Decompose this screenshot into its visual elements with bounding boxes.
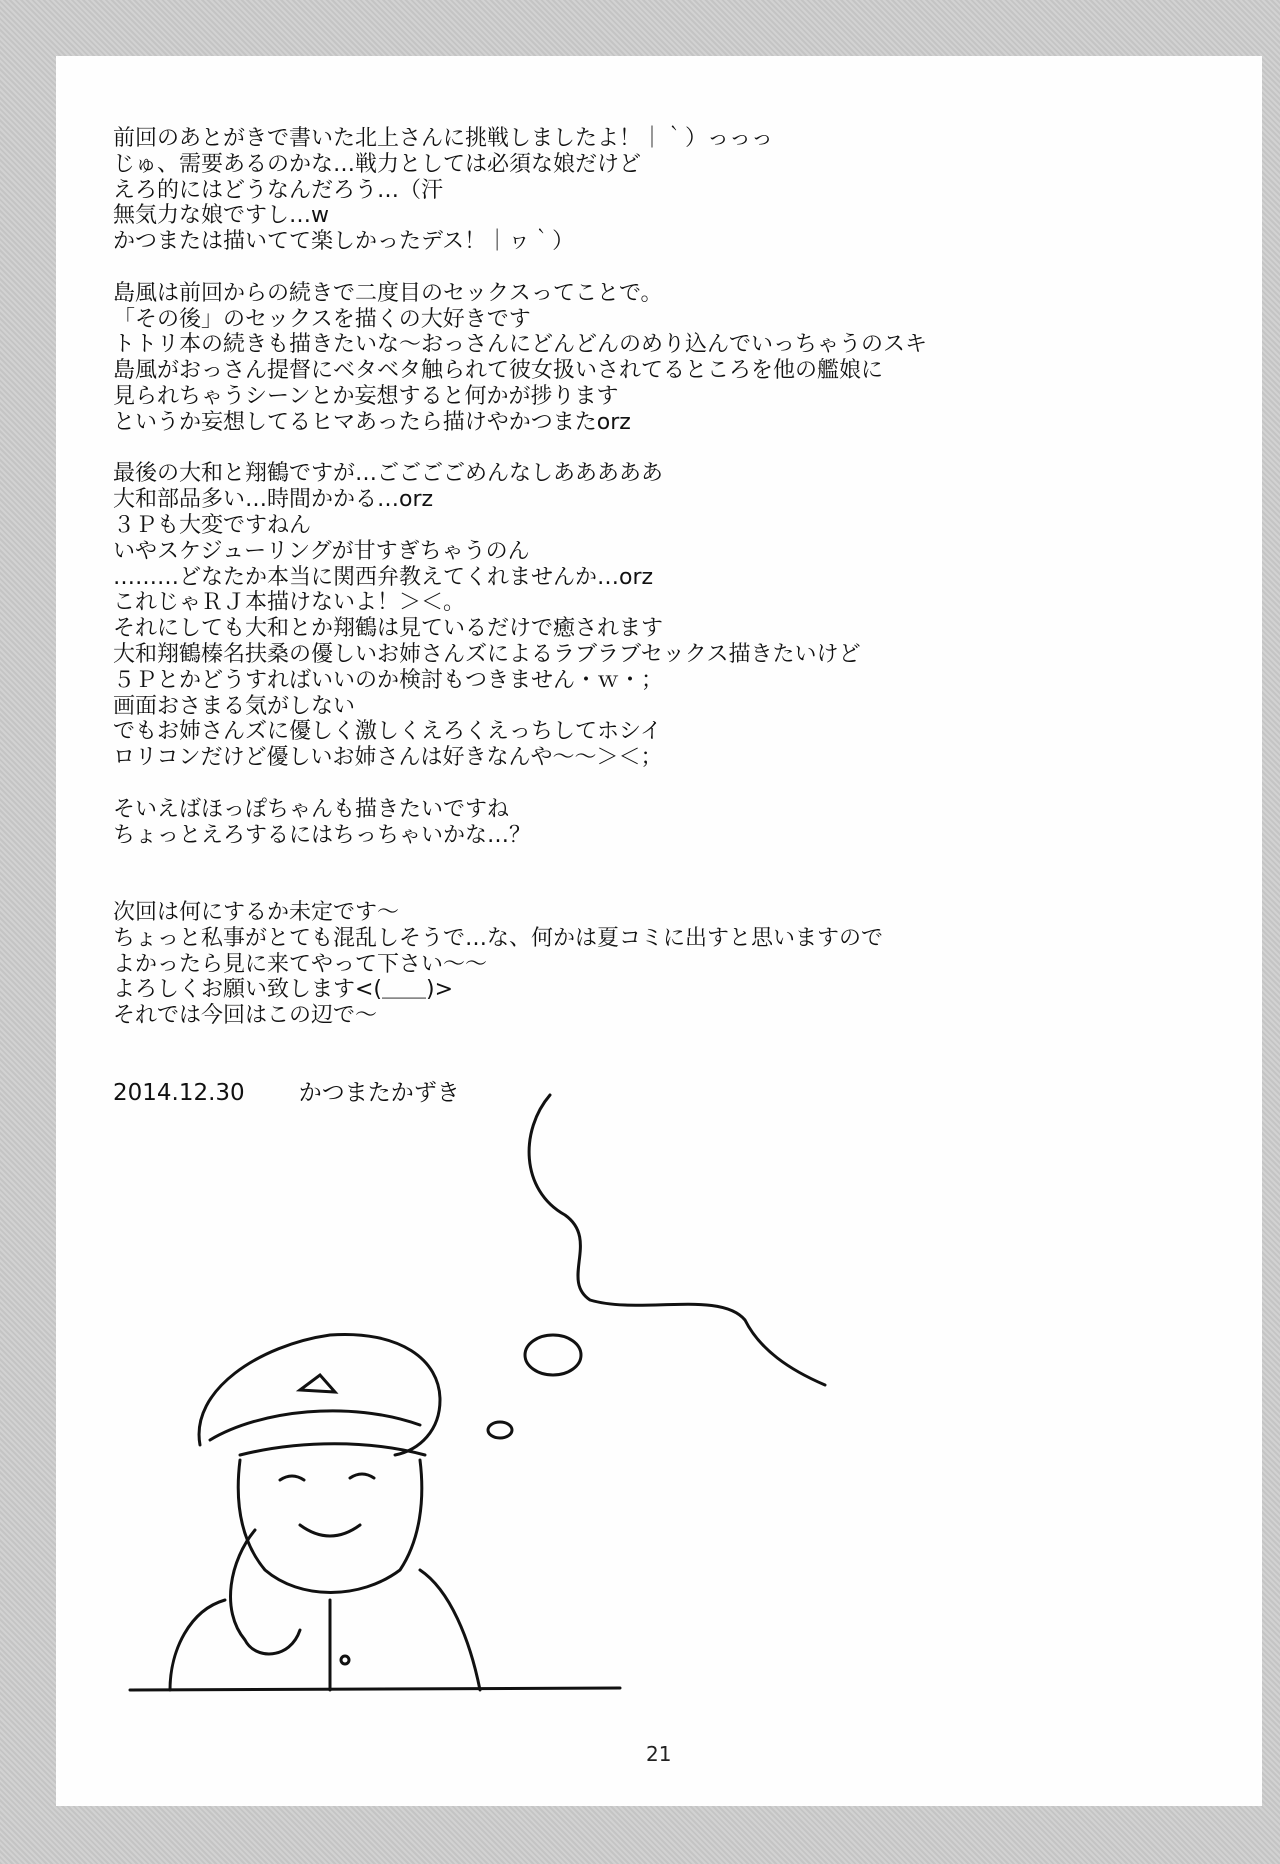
text-line: 「その後」のセックスを描くの大好きです [113, 306, 531, 332]
text-line: そいえばほっぽちゃんも描きたいですね [113, 796, 510, 822]
text-line: 島風がおっさん提督にベタベタ触られて彼女扱いされてるところを他の艦娘に [113, 358, 884, 384]
text-line: いやスケジューリングが甘すぎちゃうのん [113, 538, 530, 564]
text-line: かつまたは描いてて楽しかったデス！｜ヮ｀） [113, 229, 575, 255]
text-line: よろしくお願い致します<(＿＿)> [113, 977, 454, 1003]
text-line: というか妄想してるヒマあったら描けやかつまたorz [113, 409, 631, 435]
text-line: でもお姉さんズに優しく激しくえろくえっちしてホシイ [113, 719, 662, 745]
text-line: ………どなたか本当に関西弁教えてくれませんか…orz [113, 564, 654, 590]
author-name: かつまたかずき [298, 1080, 460, 1106]
text-line: ３Ｐも大変ですねん [113, 512, 312, 538]
text-line: 無気力な娘ですし…w [113, 203, 329, 229]
table-line [130, 1688, 620, 1690]
thought-dot-large [525, 1335, 581, 1375]
character-drawing [130, 1334, 620, 1690]
date: 2014.12.30 [113, 1080, 245, 1106]
text-line: ５Ｐとかどうすればいいのか検討もつきません・ｗ・； [113, 667, 664, 693]
text-line: 大和部品多い…時間かかる…orz [113, 487, 434, 513]
text-line: 前回のあとがきで書いた北上さんに挑戦しましたよ！｜｀）っっっ [113, 126, 774, 151]
text-line: じゅ、需要あるのかな…戦力としては必須な娘だけど [113, 151, 642, 177]
text-line: 最後の大和と翔鶴ですが…ごごごごめんなしあああああ [113, 461, 664, 487]
text-line: ロリコンだけど優しいお姉さんは好きなんや～～＞＜； [113, 745, 663, 771]
text-line: 見られちゃうシーンとか妄想すると何かが捗ります [113, 383, 619, 409]
text-line: 画面おさまる気がしない [113, 693, 356, 719]
text-line: 島風は前回からの続きで二度目のセックスってことで。 [113, 280, 663, 306]
text-line: それでは今回はこの辺で～ [113, 1003, 378, 1029]
text-line: トトリ本の続きも描きたいな～おっさんにどんどんのめり込んでいっちゃうのスキ [113, 332, 928, 358]
page-number: 21 [646, 1742, 672, 1766]
thought-dot-small [488, 1422, 512, 1438]
text-line: えろ的にはどうなんだろう…（汗 [113, 177, 444, 203]
text-line: ちょっとえろするにはちっちゃいかな…？ [113, 822, 532, 848]
text-line: これじゃＲＪ本描けないよ！＞＜。 [113, 590, 466, 616]
text-line: 大和翔鶴榛名扶桑の優しいお姉さんズによるラブラブセックス描きたいけど [113, 641, 861, 667]
text-line: 次回は何にするか未定です～ [113, 899, 400, 925]
text-line: ちょっと私事がとても混乱しそうで…な、何かは夏コミに出すと思いますので [113, 925, 884, 951]
text-line: それにしても大和とか翔鶴は見ているだけで癒されます [113, 616, 664, 642]
text-line: よかったら見に来てやって下さい～～ [113, 951, 488, 977]
